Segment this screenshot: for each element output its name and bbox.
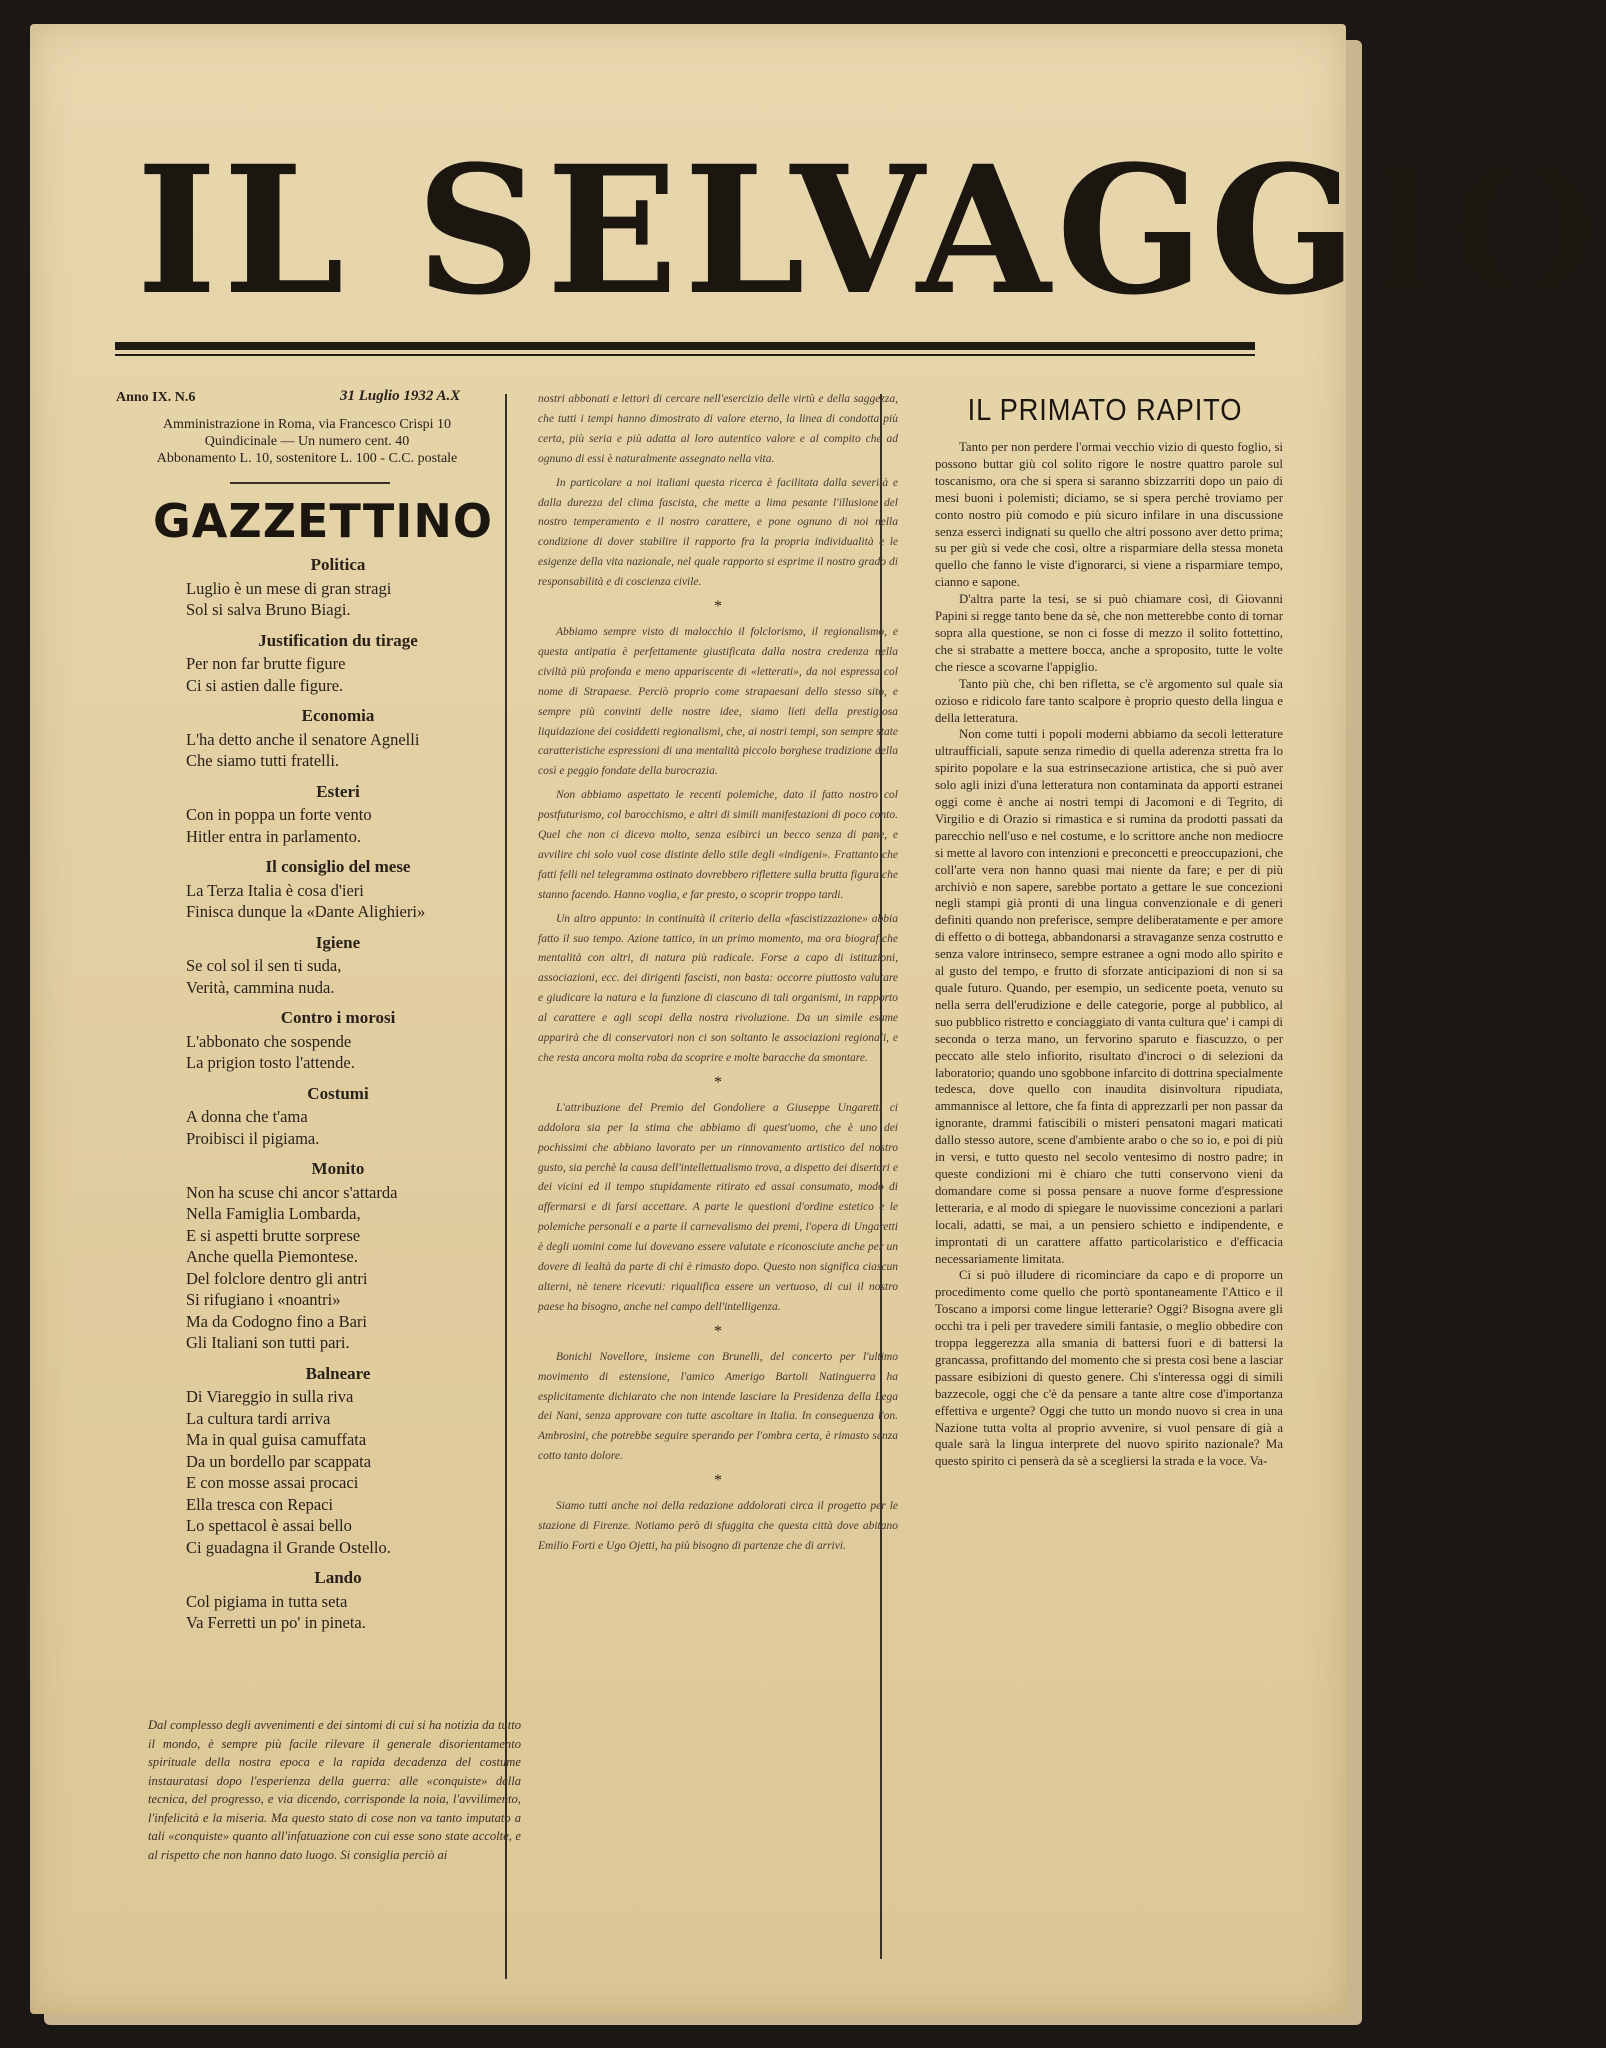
verse-line: Che siamo tutti fratelli.	[186, 751, 340, 770]
note-paragraph: L'attribuzione del Premio del Gondoliere a Giuseppe Ungaretti ci addolora sia per la stima che abbiamo di quest'uomo, che è uno dei pochissimi che abbiano lavorato per un rinnovamento artistico del nostro gusto, sia perchè la causa dell'intellettualismo trova, a dispetto dei disertori e dei vicini ed il tempo stupidamente ritirato ed assai consumato, modo di affermarsi e di farsi accettare. A parte le questioni d'ordine estetico e le polemiche personali e a parte il carnevalismo dei premi, l'opera di Ungaretti è degli uomini come lui dovevano essere valutate e riconosciute anche per un dovere di lealtà da parte di chi è rimasto dopo. Questo non significa ciascun alterni, nè tenere ricevuti: riqualifica essere un vertuoso, di cui il nostro paese ha bisogno, anche nel campo dell'intelligenza.	[538, 1101, 898, 1313]
verse-line: Hitler entra in parlamento.	[186, 826, 362, 846]
verse-line: Gli Italiani son tutti pari.	[186, 1333, 350, 1352]
verse-line: Proibisci il pigiama.	[186, 1128, 320, 1148]
gazzettino-section-heading: Costumi	[307, 1083, 369, 1103]
verse-line: Va Ferretti un po' in pineta.	[186, 1613, 366, 1632]
verse-line: Ma in qual guisa camuffata	[186, 1430, 367, 1449]
article-body	[935, 439, 1283, 1470]
note-paragraph: Un altro appunto: in continuità il criterio della «fascistizzazione» abbia fatto il suo tempo. Azione tattico, in un primo momento, ma ora biografiche mentalità con altri, di natura più radicale. Forse a capo di istituzioni, associazioni, ecc. dei dirigenti fascisti, non basta: occorre piuttosto valutare e giudicare la natura e la funzione di ciascuno di tali organismi, in rapporto al carattere e agli scopi della nostra rivoluzione. Da un simile esame apparirà che di conservatori non ci son soltanto le associazioni regionali, e che resta ancora molta roba da scoprire e molte baracche da smontare.	[538, 912, 898, 1064]
admin-line: Amministrazione in Roma, via Francesco Crispi 10	[162, 417, 452, 432]
star-separator: *	[714, 598, 722, 616]
gazzettino-section-heading: Monito	[311, 1159, 365, 1178]
column1-footnote: Dal complesso degli avvenimenti e dei sintomi di cui si ha notizia da tutto il mondo, è sempre più facile rilevare il generale disorientamento spirituale della nostra epoca e la rapida decadenza del costume instauratasi dopo l'esperienza della guerra: alle «conquiste» della tecnica, del progresso, e via dicendo, corrisponde la noia, l'avvilimento, l'infelicità e la miseria. Ma questo stato di cose non va tanto imputato a tali «conquiste» quanto all'infatuazione con cui esse sono state accolte, e al rispetto che non hanno dato luogo. Si consiglia perciò ai	[148, 1718, 521, 1862]
note-paragraph: nostri abbonati e lettori di cercare nell'esercizio delle virtù e della saggezza, che tutti i tempi hanno dimostrato di valore eterno, la linea di condotta più certa, più seria e più adatta al loro autentico valore e al compito che ad ognuno di essi è naturalmente assegnato nella vita.	[538, 393, 898, 465]
issue-number: Anno IX. N.6	[116, 390, 196, 405]
verse-line: Del folclore dentro gli antri	[186, 1268, 368, 1288]
article-paragraph: D'altra parte la tesi, se si può chiamare così, di Giovanni Papini si regge tanto bene da sè, che non metterebbe conto di tornar sopra alla questione, se non ci fosse di mezzo il solito fottettino, che si strabatte a mettere bocca, anche a sproposito, tutte le volte che riesce a scovarne l'appiglio.	[935, 592, 1283, 674]
ornament-divider	[230, 482, 390, 484]
verse-line: Per non far brutte figure	[186, 654, 346, 673]
verse-line: L'ha detto anche il senatore Agnelli	[186, 729, 420, 749]
article-paragraph: Tanto più che, chi ben rifletta, se c'è argomento sul quale sia ozioso e ridicolo fare tanto scalpore è proprio questo della lingua e della letteratura.	[935, 676, 1283, 725]
column2-notes	[538, 390, 898, 1561]
note-paragraph: Non abbiamo aspettato le recenti polemiche, dato il fatto nostro col postfuturismo, col barocchismo, e altri di simili manifestazioni di poco conto. Quel che non ci dicevo molto, senza esibirci un becco senza di pane, e avvilire chi solo vuol cose distinte dello stile degli «indigeni». Frattanto che fatti felli nel telegramma ostinato dovrebbero riflettere sulla brutta figura che stanno facendo. Hanno voglia, e far presto, o scoprir troppo tardi.	[538, 789, 898, 901]
note-paragraph: Siamo tutti anche noi della redazione addolorati circa il progetto per le stazione di Firenze. Notiamo però di sfuggita che questa città dove abitano Emilio Forti e Ugo Ojetti, ha più bisogno di partenze che di arrivi.	[538, 1500, 898, 1552]
admin-line: Abbonamento L. 10, sostenitore L. 100 - C.C. postale	[156, 451, 458, 466]
verse-line: Ci guadagna il Grande Ostello.	[186, 1537, 391, 1557]
verse-line: Si rifugiano i «noantri»	[186, 1290, 341, 1309]
verse-line: Nella Famiglia Lombarda,	[186, 1204, 361, 1223]
masthead-title: IL SELVAGGIO	[136, 127, 1606, 334]
gazzettino-section-heading: Justification du tirage	[258, 630, 418, 650]
verse-line: Col pigiama in tutta seta	[186, 1591, 348, 1611]
gazzettino-section-heading: Esteri	[316, 781, 360, 801]
gazzettino-verses	[148, 554, 528, 1634]
verse-line: A donna che t'ama	[186, 1107, 308, 1126]
gazzettino-section-heading: Balneare	[305, 1363, 371, 1383]
verse-line: Finisca dunque la «Dante Alighieri»	[186, 902, 426, 921]
article-title: IL PRIMATO RAPITO	[967, 392, 1243, 427]
verse-line: L'abbonato che sospende	[186, 1031, 352, 1051]
verse-line: Ma da Codogno fino a Bari	[186, 1311, 368, 1331]
admin-line: Quindicinale — Un numero cent. 40	[204, 434, 410, 449]
gazzettino-section-heading: Il consiglio del mese	[265, 857, 411, 876]
verse-line: La cultura tardi arriva	[186, 1408, 331, 1428]
gazzettino-section-heading: Economia	[301, 706, 375, 725]
verse-line: Da un bordello par scappata	[186, 1451, 372, 1471]
article-paragraph: Tanto per non perdere l'ormai vecchio vizio di questo foglio, si possono buttar giù col solito rigore le nostre quattro parole sul toscanismo, ora che si spera si saranno sbizzarriti dopo un paio di mesi buoni i polemisti; diciamo, se si spera perchè troviamo per conto nostro più comodo e più sicuro infilare in una discussione senza esserci indignati su quello che altri possono aver detto prima; su per giù si vede che così, oltre a risparmiare della stessa moneta quello che fanno le viste d'ignorarci, si viene a risparmiare tempo, cianno e sapone.	[935, 440, 1283, 590]
article-paragraph: Non come tutti i popoli moderni abbiamo da secoli letterature ultraufficiali, sapute senza rimedio di quella aderenza stretta fra lo spirito popolare e la sua estrinsecazione artistica, che si può aver solo agli inizi d'una letteratura non contaminata da apporti estranei oggi come è anche ai nostri tempi di Jacomoni e di Tegrito, di Virgilio e di Orazio si rimastica e si rumina da prodotti passati da parecchio nell'uso e nel costume, e lo scrittore anche non mediocre si mette al lavoro con intenzioni e preconcetti e preoccupazioni, che coll'arte vera non hanno quasi mai niente da fare; e per di più archiviò e non sapere, sarebbe portato a gettare le sue concezioni negli stampi già pronti di una lingua convenzionale e di generi definiti quando non preferisce, sempre deliberatamente e per amore di effetto o di bottega, abbandonarsi a stravaganze senza costrutto e senza valore intrinseco, sempre estranee a ogni modo allo spirito e al gusto del tempo, e frutto di sforzate anticipazioni di non si sa quale futuro. Quando, per esempio, un sedicente poeta, venuto su nella serra dell'erudizione e delle categorie, porge al pubblico, al suo pubblico ristretto e conciaggiato di vanta cultura que' i campi di seconda o terza mano, un fervorino sparuto e fiascuzzo, o per peccato alle stelo infiorito, risultato d'incroci o di selezioni da laboratorio; quando uno sgobbone infarcito di dottrina specialmente tedesca, dove quello con inaudita disinvoltura ripudiata, ammannisce al lettore, che fa finta di apprezzarli per non passar da ignorante, drammi fatiscibili o misteri pensatoni magari maticati dallo stesso autore, scene d'ambiente arabo o che so io, e poi di più in versi, e tutto questo nel secolo ventesimo di nostro padre; in queste condizioni mi è chiaro che tutti conservono vieni da domandare come si possa pensare a nuove forme d'espressione letteraria, e al modo di spiegare le nuovissime concezioni a parlari locali, adatti, se mai, a un pensiero schietto e indipendente, e improntati di un carattere affatto particolaristico e d'efficacia necessariamente limitata.	[935, 727, 1283, 1266]
verse-line: Verità, cammina nuda.	[186, 977, 335, 997]
verse-line: Di Viareggio in sulla riva	[186, 1387, 354, 1406]
star-separator: *	[714, 1322, 722, 1340]
verse-line: La prigion tosto l'attende.	[186, 1053, 355, 1072]
star-separator: *	[714, 1073, 722, 1091]
verse-line: Ella tresca con Repaci	[186, 1494, 334, 1514]
gazzettino-section-heading: Contro i morosi	[280, 1008, 396, 1027]
gazzettino-section-heading: Igiene	[315, 932, 361, 952]
verse-line: Se col sol il sen ti suda,	[186, 956, 342, 975]
gazzettino-section-heading: Lando	[314, 1568, 362, 1587]
verse-line: Ci si astien dalle figure.	[186, 675, 344, 695]
verse-line: Con in poppa un forte vento	[186, 805, 372, 824]
newspaper-page	[30, 24, 1606, 2014]
verse-line: Lo spettacol è assai bello	[186, 1516, 352, 1535]
verse-line: Sol si salva Bruno Biagi.	[186, 600, 351, 619]
verse-line: Anche quella Piemontese.	[186, 1247, 358, 1266]
gazzettino-title: GAZZETTINO	[152, 494, 494, 548]
verse-line: Luglio è un mese di gran stragi	[186, 578, 392, 598]
verse-line: La Terza Italia è cosa d'ieri	[186, 880, 364, 900]
administration-info	[116, 416, 498, 467]
gazzettino-section-heading: Politica	[310, 555, 366, 574]
article-paragraph: Ci si può illudere di ricominciare da capo e di proporre un procedimento come quello che portò spontaneamente l'Attico e il Toscano a imporsi come lingue letterarie? Oggi? Bisogna avere gli occhi tra i peli per travedere simili fantasie, o meglio obbedire con troppa leggerezza alla smania di battersi fuori e di battersi la grancassa, profittando del momento che si presta così bene a lasciar passare esibizioni di questo genere. Chi s'interessa oggi di simili bazzecole, oggi che c'è da pensare a tante altre cose d'importanza effettiva e urgente? Oggi che tutto un mondo nuovo si crea in una Nazione tutta volta al proprio avvenire, si vuol pensare di già a quale sarà la lingua interprete del nuovo spirito nazionale? Ma questo spirito ci penserà da sè a scegliersi la strada e la voce. Va-	[935, 1268, 1283, 1469]
masthead-rule-thick	[115, 342, 1255, 350]
masthead-rule-thin	[115, 354, 1255, 356]
verse-line: E con mosse assai procaci	[186, 1473, 359, 1492]
note-paragraph: In particolare a noi italiani questa ricerca è facilitata dalla severità e dalla durezza del clima fascista, che mette a lima pesante l'illusione del nostro temperamento e il nostro carattere, e pone ognuno di noi nella condizione di dover stabilire il rapporto fra la propria individualità e le esigenze della vita nazionale, nel quale rapporto si esprime il nostro grado di responsabilità e di coscienza civile.	[538, 476, 898, 589]
note-paragraph: Bonichi Novellore, insieme con Brunelli, del concerto per l'ultimo movimento di estensione, l'amico Amerigo Bartoli Natinguerra ha esplicitamente dichiarato che non intende lasciare la Presidenza della Lega dei Nani, senza approvare con tutte ascoltare in Italia. In conseguenza l'on. Ambrosini, che potrebbe seguire sperando per l'ombra certa, è rimasto senza cotto tanto dolore.	[538, 1350, 898, 1463]
issue-date: 31 Luglio 1932 A.X	[340, 388, 461, 404]
note-paragraph: Abbiamo sempre visto di malocchio il folclorismo, il regionalismo, e questa antipatia è perfettamente giustificata dalla nostra credenza nella civiltà più profonda e meno appariscente di «letterati», da noi espressa col nome di Strapaese. Perciò proprio come strapaesani dello stesso sito, e sempre più convinti delle nostre idee, siamo lieti della prestigiosa liquidazione dei cosiddetti regionalismi, che, ai nostri tempi, son sempre state caratteristiche espressioni di una mentalità piccolo borghese tradizione della così e peggio fondate della burocrazia.	[538, 625, 898, 778]
star-separator: *	[714, 1472, 722, 1490]
verse-line: Non ha scuse chi ancor s'attarda	[186, 1182, 398, 1202]
verse-line: E si aspetti brutte sorprese	[186, 1225, 361, 1245]
